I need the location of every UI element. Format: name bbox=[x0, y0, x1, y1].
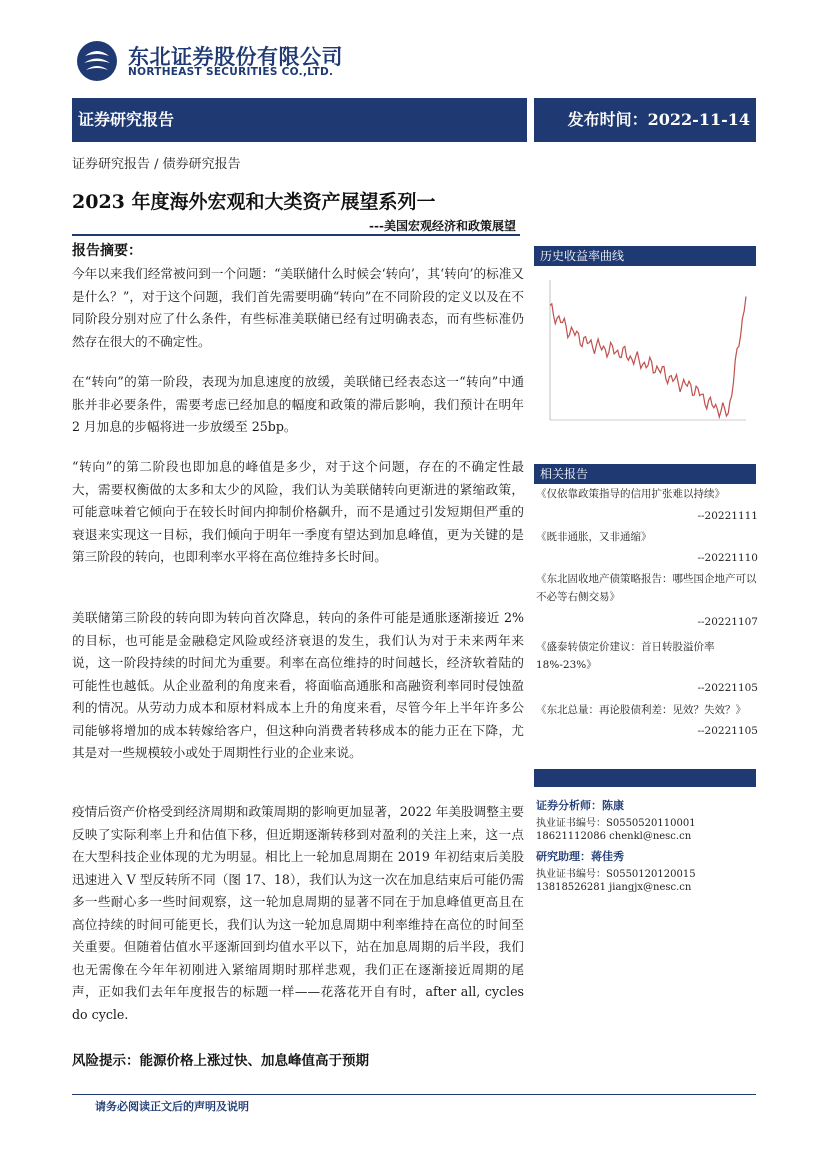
analyst-contact: 18621112086 chenkl@nesc.cn bbox=[536, 831, 692, 842]
related-report-date: --20221107 bbox=[697, 616, 758, 628]
related-report-link[interactable]: 《仅依靠政策指导的信用扩张难以持续》 bbox=[536, 488, 725, 500]
page-subtitle: ---美国宏观经济和政策展望 bbox=[369, 219, 516, 233]
footer-divider bbox=[72, 1094, 756, 1095]
company-name-cn: 东北证券股份有限公司 bbox=[128, 45, 343, 69]
summary-paragraph: 今年以来我们经常被问到一个问题：“美联储什么时候会‘转向’，其‘转向’的标准又是什么？”，对于这个问题，我们首先需要明确“转向”在不同阶段的定义以及在不同阶段分别对应了什么条件，有些标准美联储已经有过明确表态，而有些标准仍然存在很大的不确定性。 bbox=[72, 266, 524, 349]
summary-paragraph: “转向”的第二阶段也即加息的峰值是多少，对于这个问题，存在的不确定性最大，需要权衡做的太多和太少的风险，我们认为美联储转向更渐进的紧缩政策，可能意味着它倾向于在较长时间内抑制价格飙升，而不是通过引发短期但严重的衰退来实现这一目标，我们倾向于明年一季度有望达到加息峰值，更为关键的是第三阶段的转向，也即利率水平将在高位维持多长时间。 bbox=[72, 459, 524, 564]
page-title: 2023 年度海外宏观和大类资产展望系列一 bbox=[72, 191, 436, 213]
assistant-license: 执业证书编号：S0550120120015 bbox=[536, 869, 696, 880]
company-logo-icon bbox=[76, 40, 118, 82]
related-report-link[interactable]: 《盛泰转债定价建议：首日转股溢价率 18%-23%》 bbox=[536, 641, 715, 671]
company-name-en: NORTHEAST SECURITIES CO.,LTD. bbox=[128, 66, 334, 78]
risk-warning: 风险提示：能源价格上涨过快、加息峰值高于预期 bbox=[72, 1053, 369, 1069]
analyst-license: 执业证书编号：S0550520110001 bbox=[536, 818, 696, 829]
header-banner bbox=[72, 98, 756, 142]
related-report-link[interactable]: 《东北固收地产债策略报告：哪些国企地产可以不必等右侧交易》 bbox=[536, 573, 757, 603]
related-reports-heading: 相关报告 bbox=[534, 464, 756, 484]
breadcrumb: 证券研究报告 / 债券研究报告 bbox=[72, 157, 241, 172]
assistant-contact: 13818526281 jiangjx@nesc.cn bbox=[536, 882, 692, 893]
summary-paragraph: 美联储第三阶段的转向即为转向首次降息，转向的条件可能是通胀逐渐接近 2%的目标，也可能是金融稳定风险或经济衰退的发生，我们认为对于未来两年来说，这一阶段持续的时间尤为重要。利率在高位维持的时间越长，经济软着陆的可能性也越低。从企业盈利的角度来看，将面临高通胀和高融资利率同时侵蚀盈利的情况。从劳动力成本和原材料成本上升的角度来看，尽管今年上半年许多公司能够将增加的成本转嫁给客户，但这种向消费者转移成本的能力正在下降，尤其是对一些规模较小或处于周期性行业的企业来说。 bbox=[72, 610, 524, 760]
yield-curve-chart bbox=[534, 270, 756, 460]
summary-paragraph: 疫情后资产价格受到经济周期和政策周期的影响更加显著，2022 年美股调整主要反映了实际利率上升和估值下移，但近期逐渐转移到对盈利的关注上来，这一点在大型科技企业体现的尤为明显。相比上一轮加息周期在 2019 年初结束后美股迅速进入 V 型反转所不同（图 17、18），我们认为这一次在加息结束后可能仍需多一些耐心多一些时间观察，这一轮加息周期的显著不同在于加息峰值更高且在高位持续的时间可能更长，我们认为这一轮加息周期中利率维持在高位的时间至关重要。但随着估值水平逐渐回到均值水平以下，站在加息周期的后半段，我们也无需像在今年年初刚进入紧缩周期时那样悲观，我们正在逐渐接近周期的尾声，正如我们去年年度报告的标题一样——花落花开自有时，after all, cycles do cycle. bbox=[72, 804, 524, 1022]
yield-series-line bbox=[550, 297, 746, 418]
report-type-label: 证券研究报告 bbox=[72, 98, 527, 142]
related-report-link[interactable]: 《既非通胀，又非通缩》 bbox=[536, 531, 652, 543]
publish-date: 发布时间：2022-11-14 bbox=[534, 98, 756, 142]
related-report-link[interactable]: 《东北总量：再论股债利差：见效？失效？》 bbox=[536, 704, 746, 716]
analyst-name: 证券分析师：陈康 bbox=[536, 799, 624, 812]
summary-heading: 报告摘要： bbox=[72, 243, 142, 259]
related-report-date: --20221105 bbox=[697, 725, 758, 737]
title-divider bbox=[72, 234, 520, 236]
related-report-date: --20221110 bbox=[697, 552, 758, 564]
summary-paragraph: 在“转向”的第一阶段，表现为加息速度的放缓，美联储已经表态这一“转向”中通胀并非必要条件，需要考虑已经加息的幅度和政策的滞后影响，我们预计在明年 2 月加息的步幅将进一步放缓至 25bp。 bbox=[72, 374, 524, 434]
chart-heading: 历史收益率曲线 bbox=[534, 246, 756, 266]
footer-disclaimer: 请务必阅读正文后的声明及说明 bbox=[95, 1100, 249, 1113]
related-report-date: --20221111 bbox=[697, 510, 758, 522]
related-report-date: --20221105 bbox=[697, 682, 758, 694]
sidebar-divider-bar bbox=[534, 769, 756, 787]
assistant-name: 研究助理：蒋佳秀 bbox=[536, 850, 624, 863]
